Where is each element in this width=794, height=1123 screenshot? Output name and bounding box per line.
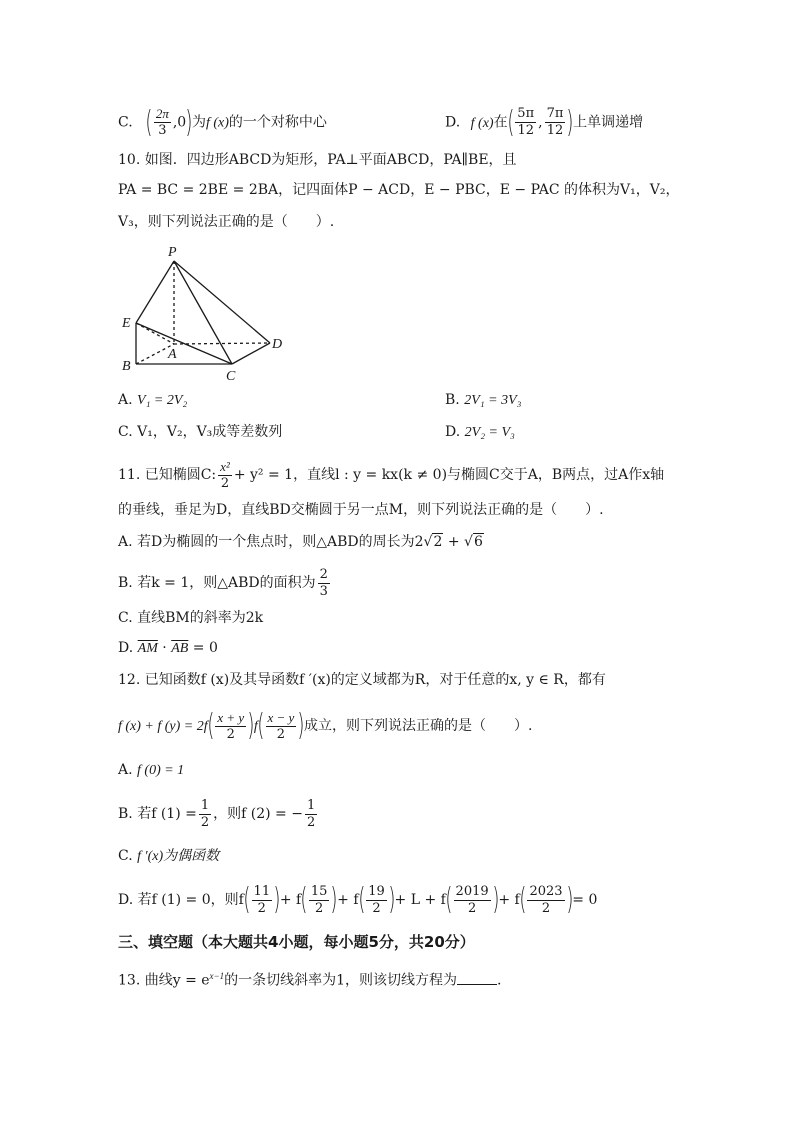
- q10-option-d: D. 2V₂ = V₃: [445, 424, 515, 440]
- label-e: E: [122, 316, 131, 331]
- q9-option-c: C. ( $\frac{2\pi}{3}$ ,0)为f (x)的一个对称中心: [118, 104, 327, 140]
- q13-line: 13. 曲线$y = e^{x-1}$的一条切线斜率为1，则该切线方程为 .: [118, 971, 502, 989]
- q11-option-d: D. $\overline{AM} \cdot \overline{AB} = 0$: [118, 640, 218, 656]
- q11-option-b: B. 若k = 1，则△ABD的面积为 $\frac{2}{3}$: [118, 566, 328, 599]
- q12-option-c: C. f ′(x)为偶函数: [118, 848, 220, 864]
- label-c: C: [226, 369, 236, 384]
- q10-option-b: B. 2V₁ = 3V₃: [445, 392, 522, 408]
- answer-blank[interactable]: [457, 972, 497, 985]
- label-a: A: [168, 347, 177, 362]
- q9-option-d: D. f (x)在( $\frac{5\pi}{12}$ , $\frac{7\pi}{12}$ )上单调递增: [445, 104, 644, 140]
- q12-equation: f (x) + f (y) = 2f( $\frac{x + y}{2}$ )f( $\frac{x - y}{2}$ )成立，则下列说法正确的是（ ）.: [118, 708, 533, 743]
- q10-line2: PA = BC = 2BE = 2BA，记四面体P − ACD，E − PBC，E − PAC 的体积为V₁，V₂，: [118, 182, 680, 198]
- option-label: C.: [118, 114, 133, 131]
- q10-line1: 10. 如图．四边形ABCD为矩形，PA⊥平面ABCD，PA∥BE，且: [118, 152, 517, 168]
- q11-option-c: C. 直线BM的斜率为2k: [118, 610, 264, 626]
- q11-line2: 的垂线，垂足为D，直线BD交椭圆于另一点M，则下列说法正确的是（ ）.: [118, 502, 604, 518]
- q11-option-a: A. 若D为椭圆的一个焦点时，则△ABD的周长为2√2 + √6: [118, 534, 483, 550]
- fraction: $\frac{2\pi}{3}$: [155, 106, 169, 138]
- q12-option-d: D. 若f (1) = 0，则f( $\frac{11}{2}$ )+ f( $\frac{15}{2}$ )+ f( $\frac{19}{2}$ )+ L + f( $\frac{2019}{2}$ )+ f( $\frac{2023}{2}$ )= 0: [118, 882, 598, 917]
- q12-option-b: B. 若f (1) = $\frac{1}{2}$ ，则f (2) = − $\frac{1}{2}$: [118, 797, 316, 830]
- q10-option-a: A. V₁ = 2V₂: [118, 392, 188, 408]
- section-title: 三、填空题（本大题共4小题，每小题5分，共20分）: [118, 933, 475, 951]
- q12-option-a: A. f (0) = 1: [118, 762, 185, 778]
- label-b: B: [122, 359, 131, 374]
- q12-line1: 12. 已知函数f (x)及其导函数f ′(x)的定义域都为R，对于任意的x, y ∈ R，都有: [118, 672, 606, 688]
- q10-line3: V₃，则下列说法正确的是（ ）.: [118, 214, 335, 230]
- tetrahedron-figure: [112, 240, 292, 385]
- label-d: D: [272, 337, 283, 352]
- label-p: P: [168, 245, 177, 260]
- q10-option-c: C. V₁，V₂，V₃成等差数列: [118, 424, 283, 440]
- q11-line1: 11. 已知椭圆C: $\frac{\text{x²}}{2}$ + y² = 1，直线l : y = kx(k ≠ 0)与椭圆C交于A，B两点，过A作x轴: [118, 458, 665, 491]
